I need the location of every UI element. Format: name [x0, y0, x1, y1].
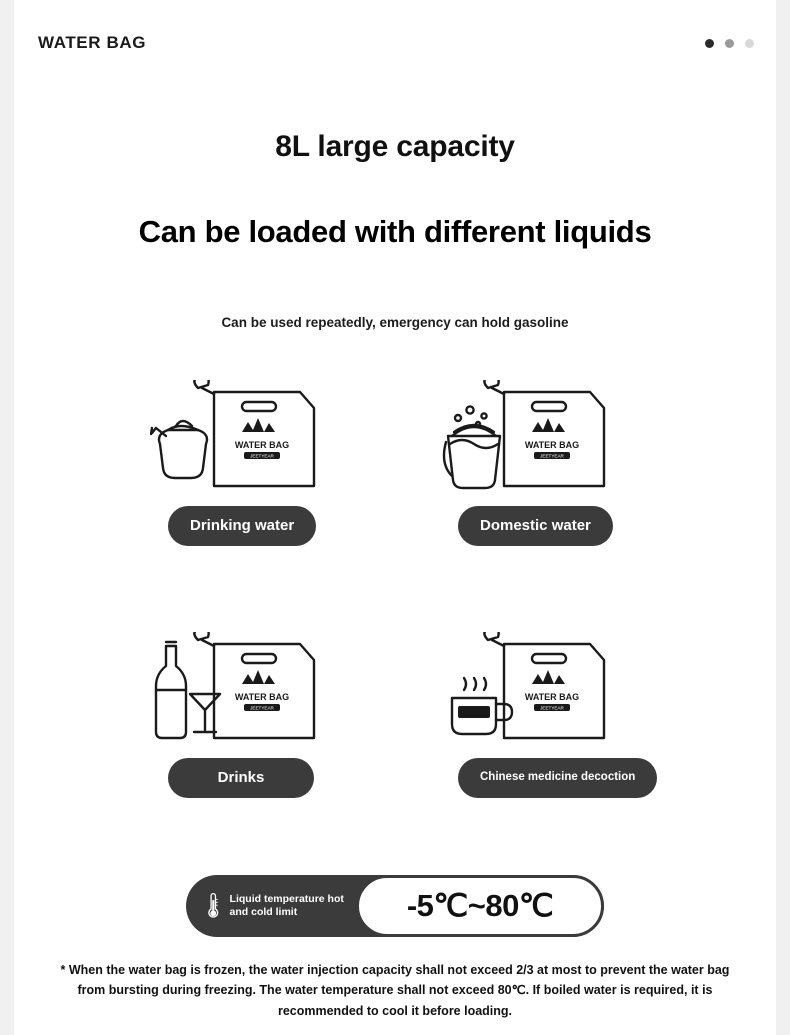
temperature-caption: Liquid temperature hot and cold limit — [229, 892, 344, 918]
kettle-and-bag-icon — [150, 380, 380, 500]
usage-grid — [150, 380, 650, 822]
bottle-and-glass-icon — [150, 632, 380, 752]
usage-label-drinking-water: Drinking water — [168, 506, 316, 546]
illustration-drinks — [150, 632, 380, 752]
svg-text:JEETYEAR: JEETYEAR — [540, 705, 564, 711]
pagination-dot-1[interactable] — [705, 39, 714, 48]
svg-text:JEETYEAR: JEETYEAR — [250, 453, 274, 459]
bag-logo — [525, 418, 579, 459]
thermometer-icon — [206, 886, 221, 926]
usage-cell-medicine — [440, 632, 670, 822]
headline-liquids: Can be loaded with different liquids — [138, 214, 652, 249]
page-header — [0, 0, 790, 86]
pagination-dot-3[interactable] — [745, 39, 754, 48]
usage-label-drinks: Drinks — [168, 758, 314, 798]
pagination-dot-2[interactable] — [725, 39, 734, 48]
svg-text:JEETYEAR: JEETYEAR — [540, 453, 564, 459]
temperature-caption-group — [186, 886, 364, 926]
temperature-bar — [186, 875, 604, 937]
footnote: * When the water bag is frozen, the water injection capacity shall not exceed 2/3 at most to prevent the water bag from bursting during freezing. The water temperature shall not exceed 80℃. If boiled water is required, it is recommended to cool it before loading. — [60, 963, 730, 1018]
svg-text:WATER BAG: WATER BAG — [524, 692, 580, 702]
usage-cell-drinks — [150, 632, 380, 822]
bag-logo — [525, 670, 579, 711]
usage-cell-drinking-water — [150, 380, 380, 570]
svg-text:WATER BAG: WATER BAG — [524, 440, 580, 450]
bucket-and-bag-icon — [440, 380, 670, 500]
bag-logo — [235, 418, 289, 459]
usage-label-domestic-water: Domestic water — [458, 506, 613, 546]
headline-subtitle: Can be used repeatedly, emergency can hold gasoline — [221, 315, 569, 330]
illustration-drinking-water — [150, 380, 380, 500]
bag-logo — [235, 670, 289, 711]
temperature-range-box — [356, 875, 604, 937]
headline-capacity: 8L large capacity — [275, 130, 515, 163]
svg-text:JEETYEAR: JEETYEAR — [250, 705, 274, 711]
usage-label-medicine: Chinese medicine decoction — [458, 758, 657, 798]
brand-title: WATER BAG — [38, 33, 147, 52]
svg-text:WATER BAG: WATER BAG — [234, 440, 290, 450]
medicine-cup-and-bag-icon — [440, 632, 670, 752]
svg-text:WATER BAG: WATER BAG — [234, 692, 290, 702]
pagination-dots[interactable] — [705, 39, 754, 48]
temperature-range: -5℃~80℃ — [406, 888, 554, 923]
usage-cell-domestic-water — [440, 380, 670, 570]
illustration-domestic-water — [440, 380, 670, 500]
illustration-medicine — [440, 632, 670, 752]
